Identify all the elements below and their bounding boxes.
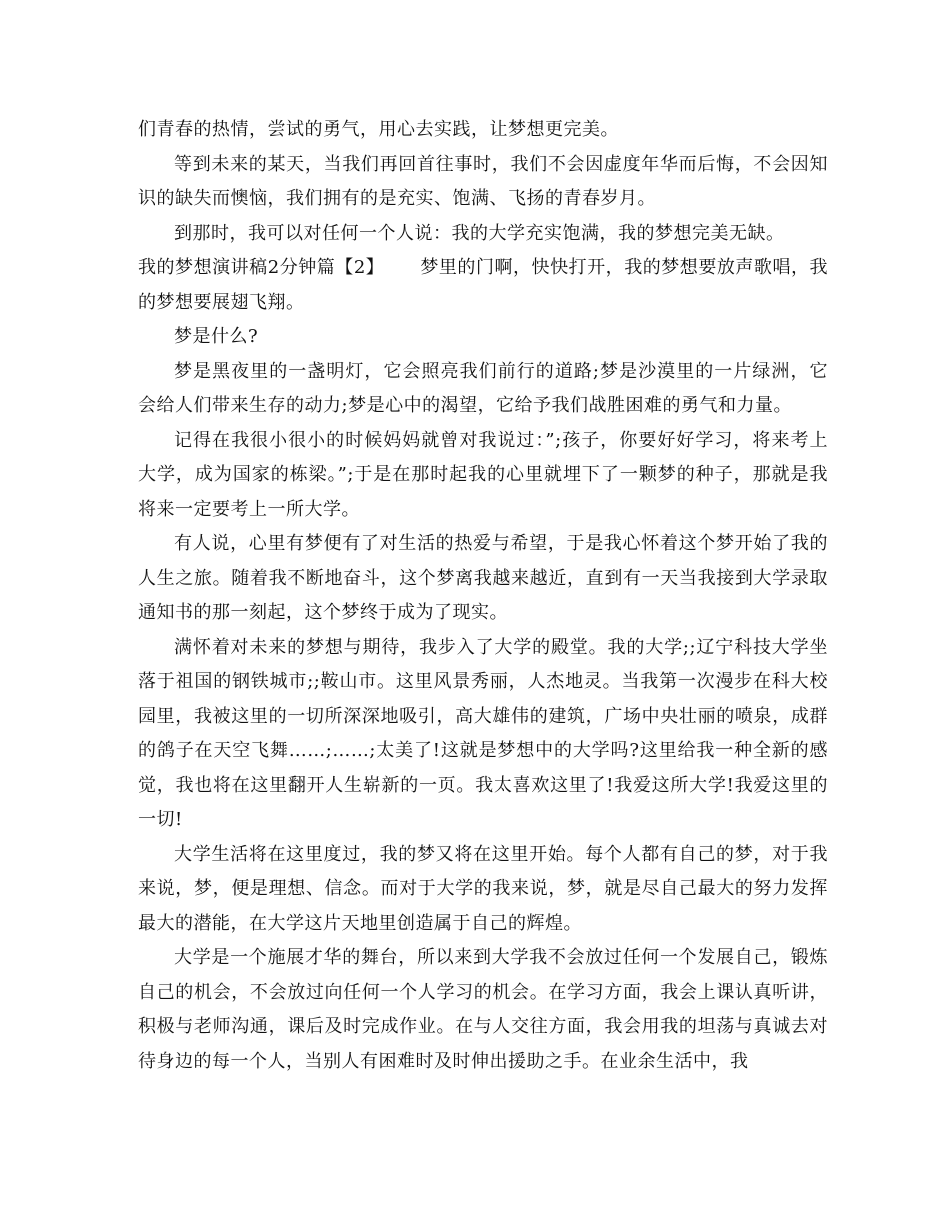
paragraph-continuation: 们青春的热情，尝试的勇气，用心去实践，让梦想更完美。 <box>138 119 619 140</box>
paragraph: 梦是什么? <box>174 326 259 347</box>
section-first-text: 梦里的门啊，快快打开，我的梦想要放声歌唱，我的梦想要展翅飞翔。 <box>138 257 829 313</box>
section-title: 我的梦想演讲稿2分钟篇【2】 <box>138 257 385 278</box>
section-heading-line <box>138 251 828 320</box>
document-body <box>138 113 828 1079</box>
paragraph: 大学是一个施展才华的舞台，所以来到大学我不会放过任何一个发展自己，锻炼自己的机会，不会放过向任何一个人学习的机会。在学习方面，我会上课认真听讲，积极与老师沟通，课后及时完成作业。在与人交往方面，我会用我的坦荡与真诚去对待身边的每一个人，当别人有困难时及时伸出援助之手。在业余生活中，我 <box>138 947 828 1072</box>
paragraph: 记得在我很小很小的时候妈妈就曾对我说过：”;孩子，你要好好学习，将来考上大学，成为国家的栋梁。”;于是在那时起我的心里就埋下了一颗梦的种子，那就是我将来一定要考上一所大学。 <box>138 429 828 520</box>
paragraph: 有人说，心里有梦便有了对生活的热爱与希望，于是我心怀着这个梦开始了我的人生之旅。随着我不断地奋斗，这个梦离我越来越近，直到有一天当我接到大学录取通知书的那一刻起，这个梦终于成为了现实。 <box>138 533 828 623</box>
paragraph: 满怀着对未来的梦想与期待，我步入了大学的殿堂。我的大学;;辽宁科技大学坐落于祖国的钢铁城市;;鞍山市。这里风景秀丽，人杰地灵。当我第一次漫步在科大校园里，我被这里的一切所深深地吸引，高大雄伟的建筑，广场中央壮丽的喷泉，成群的鸽子在天空飞舞……;……;太美了!这就是梦想中的大学吗?这里给我一种全新的感觉，我也将在这里翻开人生崭新的一页。我太喜欢这里了!我爱这所大学!我爱这里的一切! <box>138 636 828 830</box>
paragraph: 大学生活将在这里度过，我的梦又将在这里开始。每个人都有自己的梦，对于我来说，梦，便是理想、信念。而对于大学的我来说，梦，就是尽自己最大的努力发挥最大的潜能，在大学这片天地里创造属于自己的辉煌。 <box>138 843 828 934</box>
paragraph: 等到未来的某天，当我们再回首往事时，我们不会因虚度年华而后悔，不会因知识的缺失而懊恼，我们拥有的是充实、饱满、飞扬的青春岁月。 <box>138 153 828 209</box>
paragraph: 到那时，我可以对任何一个人说：我的大学充实饱满，我的梦想完美无缺。 <box>174 222 785 244</box>
paragraph: 梦是黑夜里的一盏明灯，它会照亮我们前行的道路;梦是沙漠里的一片绿洲，它会给人们带来生存的动力;梦是心中的渴望，它给予我们战胜困难的勇气和力量。 <box>138 360 828 416</box>
